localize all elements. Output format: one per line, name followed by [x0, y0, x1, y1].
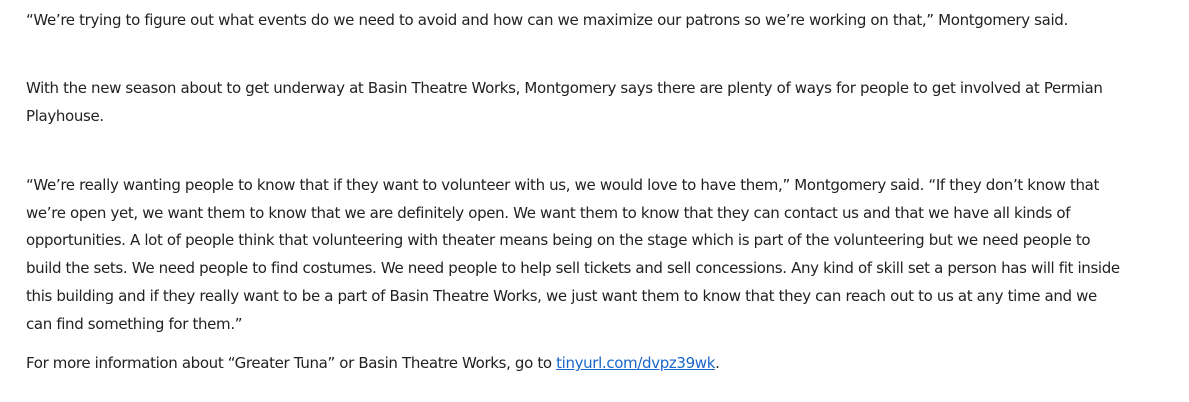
tinyurl-link[interactable]: tinyurl.com/dvpz39wk: [556, 354, 716, 372]
more-info-suffix: .: [715, 354, 720, 372]
season-paragraph: With the new season about to get underway at Basin Theatre Works, Montgomery says there are plenty of ways for people to get involved at Permian Playhouse.: [26, 79, 1103, 125]
more-info-paragraph: [26, 350, 1126, 378]
volunteer-quote-paragraph: “We’re really wanting people to know that if they want to volunteer with us, we would love to have them,” Montgomery said. “If they don’t know that we’re open yet, we want them to know that we are definitely open. We want them to know that they can contact us and that we have all kinds of opportunities. A lot of people think that volunteering with theater means being on the stage which is part of the volunteering but we need people to build the sets. We need people to find costumes. We need people to help sell tickets and sell concessions. Any kind of skill set a person has will fit inside this building and if they really want to be a part of Basin Theatre Works, we just want them to know that they can reach out to us at any time and we can find something for them.”: [26, 176, 1120, 333]
more-info-prefix: For more information about “Greater Tuna” or Basin Theatre Works, go to: [26, 354, 557, 372]
quote-paragraph-events: “We’re trying to figure out what events do we need to avoid and how can we maximize our patrons so we’re working on that,” Montgomery said.: [26, 11, 1068, 29]
